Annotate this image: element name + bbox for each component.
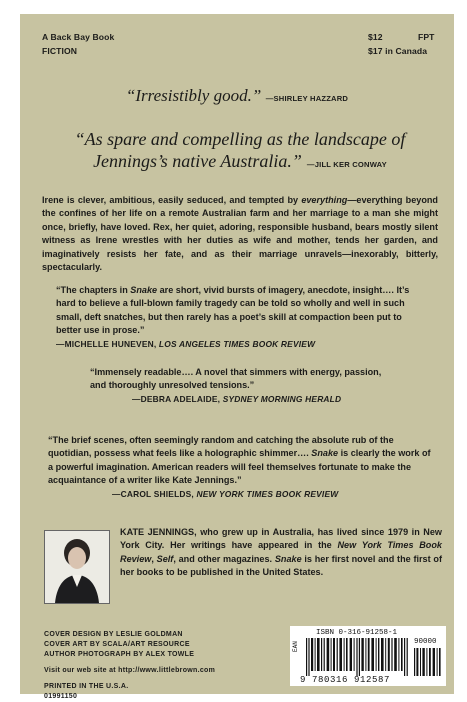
- bio-publication: Self: [156, 553, 174, 564]
- bio-text: is her first novel and the first of her books to be published in the United States.: [120, 553, 442, 578]
- review-huneven: [56, 284, 420, 349]
- blurb-hazzard: [20, 86, 454, 106]
- reviewer-name: —DEBRA ADELAIDE,: [132, 393, 223, 404]
- credit-line: COVER DESIGN BY LESLIE GOLDMAN: [44, 631, 183, 638]
- review-book-title: Snake: [311, 448, 339, 459]
- blurb-quote: “As spare and compelling as the landscape of Jennings’s native Australia.”: [74, 129, 406, 171]
- isbn-label: ISBN 0-316-91258-1: [316, 629, 398, 637]
- credit-line: COVER ART BY SCALA/ART RESOURCE: [44, 641, 190, 648]
- author-bio: [120, 526, 442, 580]
- reviewer-name: —MICHELLE HUNEVEN,: [56, 338, 159, 349]
- review-book-title: Snake: [130, 285, 158, 295]
- blurb-attribution: —SHIRLEY HAZZARD: [265, 94, 349, 103]
- ean-label: EAN: [292, 641, 299, 652]
- review-quote: “Immensely readable…. A novel that simmers with energy, passion, and thoroughly unresolved tensions.”: [90, 367, 382, 391]
- review-source: LOS ANGELES TIMES BOOK REVIEW: [158, 338, 316, 349]
- price-us: $12: [368, 32, 383, 42]
- bio-book-title: Snake: [274, 553, 302, 564]
- publisher-line: A Back Bay Book: [42, 32, 115, 42]
- barcode-area: [290, 626, 446, 686]
- bio-text: ,: [151, 553, 157, 564]
- addon-barcode-icon: [414, 648, 442, 676]
- author-photo: [44, 530, 110, 604]
- review-text: is clearly the work of a powerful imagination. American readers will feel themselves fortunate to make the acquaintance of a writer like Kate Jennings.”: [48, 448, 431, 486]
- review-source: NEW YORK TIMES BOOK REVIEW: [196, 488, 339, 499]
- review-attribution: [90, 394, 390, 404]
- bio-text: , who grew up in Australia, has lived since 1979 in New York City. Her writings have appeared in the: [120, 527, 442, 551]
- book-back-cover: [20, 14, 454, 700]
- reviewer-name: —CAROL SHIELDS,: [112, 488, 197, 499]
- price-canada: $17 in Canada: [368, 46, 428, 56]
- review-quote: [48, 434, 432, 488]
- author-name: KATE JENNINGS: [120, 527, 195, 537]
- review-shields: [48, 434, 432, 499]
- book-description: [42, 194, 438, 274]
- review-source: SYDNEY MORNING HERALD: [222, 393, 342, 404]
- category-label: FICTION: [42, 46, 78, 56]
- barcode-icon: [306, 638, 410, 676]
- review-text: “The brief scenes, often seemingly random and catching the absolute rub of the quotidian, possess what feels like a holographic shimmer….: [48, 435, 394, 459]
- product-code: 01991150: [44, 693, 78, 700]
- description-text: Irene is clever, ambitious, easily seduced, and tempted by: [42, 195, 302, 205]
- blurb-attribution: —JILL KER CONWAY: [306, 160, 387, 169]
- review-attribution: [48, 489, 432, 499]
- review-adelaide: [90, 366, 390, 404]
- review-quote: [56, 284, 420, 338]
- description-text: —everything beyond the confines of her life on a remote Australian farm and her marriage to a man she might once, briefly, have loved. Rex, her quiet, adoring, responsible husband, bears mostly silent witness as Irene wrestles with her duties as wife and mother, tends her garden, and imaginatively resists her fate, and as their marriage unravels—inexorably, bitterly, spectacularly.: [42, 195, 438, 273]
- credit-line: AUTHOR PHOTOGRAPH BY ALEX TOWLE: [44, 651, 195, 658]
- website-line: Visit our web site at http://www.littlebrown.com: [44, 667, 216, 674]
- description-emphasis: everything: [301, 195, 348, 205]
- barcode-digits: 9 780316 912587: [300, 675, 391, 685]
- printed-line: PRINTED IN THE U.S.A.: [44, 683, 129, 690]
- author-portrait-icon: [45, 531, 109, 603]
- blurb-conway: [50, 128, 430, 176]
- price-code-label: 90000: [414, 638, 437, 646]
- review-text: “The chapters in: [56, 285, 131, 295]
- bio-publication: New York Times Book Review: [120, 540, 442, 564]
- price-code: FPT: [418, 32, 435, 42]
- bio-text: , and other magazines.: [173, 553, 275, 564]
- review-text: are short, vivid bursts of imagery, anecdote, insight…. It’s hard to believe a full-blown family tragedy can be told so wholly and well in such small, deft snatches, but then rarely has a poet’s skill at compaction been put to better use in prose.”: [56, 285, 410, 336]
- review-attribution: [56, 339, 420, 349]
- cover-credits: [44, 630, 215, 702]
- blurb-quote: “Irresistibly good.”: [125, 86, 262, 105]
